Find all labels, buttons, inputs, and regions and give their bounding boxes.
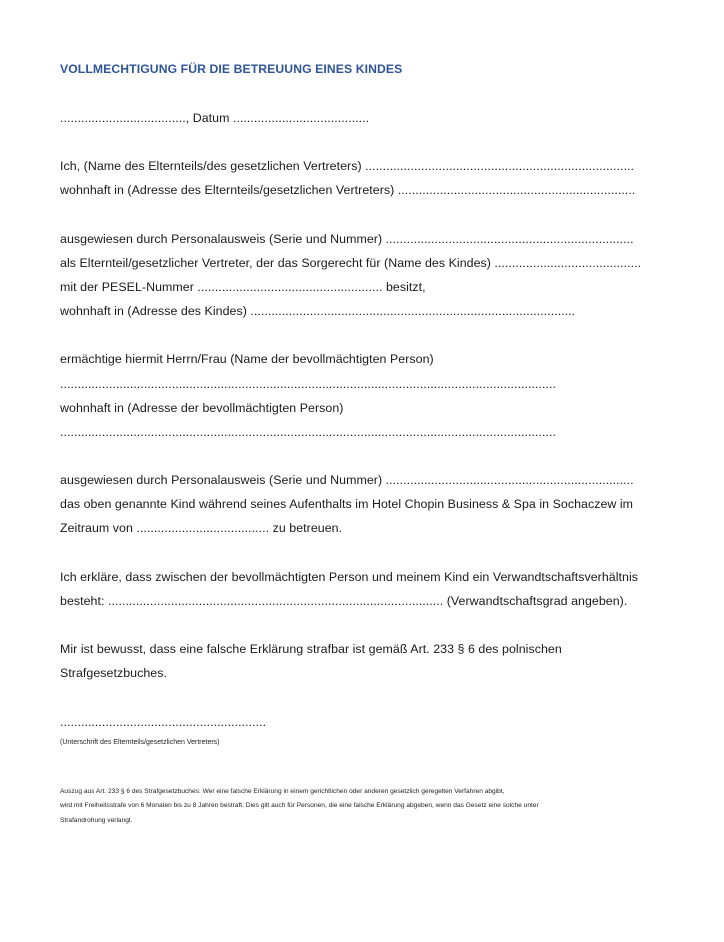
child-name-line: als Elternteil/gesetzlicher Vertreter, der das Sorgerecht für (Name des Kindes) .......................................... — [60, 256, 642, 270]
parent-id-line: ausgewiesen durch Personalausweis (Serie und Nummer) ....................................................................... — [60, 232, 634, 246]
authorized-address-dotted-line: .............................................................................................................................................. — [60, 425, 556, 439]
signature-caption: (Unterschrift des Elternteils/gesetzlichen Vertreters) — [60, 739, 220, 746]
footnote-line-2: wird mit Freiheitsstrafe von 6 Monaten bis zu 8 Jahren bestraft. Dies gilt auch für Personen, die eine falsche Erklärung abgeben, wenn das Gesetz eine solche unter — [60, 802, 539, 809]
period-line: Zeitraum von ...................................... zu betreuen. — [60, 521, 343, 535]
footnote-line-3: Strafandrohung verlangt. — [60, 817, 133, 824]
pesel-line: mit der PESEL-Nummer ..................................................... besitzt, — [60, 280, 426, 294]
parent-name-line: Ich, (Name des Elternteils/des gesetzlichen Vertreters) ............................................................................. — [60, 159, 635, 173]
relationship-statement-line: Ich erkläre, dass zwischen der bevollmächtigten Person und meinem Kind ein Verwandtschaftsverhältnis — [60, 570, 639, 584]
authorized-id-line: ausgewiesen durch Personalausweis (Serie und Nummer) ....................................................................... — [60, 473, 634, 487]
relationship-degree-line: besteht: ................................................................................................ (Verwandtschaftsgrad angeben). — [60, 594, 628, 608]
footnote-line-1: Auszug aus Art. 233 § 6 des Strafgesetzbuches: Wer eine falsche Erklärung in einem gerichtlichen oder anderen gesetzlich geregelten Verfahren abgibt, — [60, 788, 505, 795]
authorized-person-label: ermächtige hiermit Herrn/Frau (Name der bevollmächtigten Person) — [60, 352, 434, 366]
authorized-person-dotted-line: .............................................................................................................................................. — [60, 377, 556, 391]
place-date-line: ...................................., Datum ....................................... — [60, 111, 370, 125]
child-address-line: wohnhaft in (Adresse des Kindes) ............................................................................................. — [60, 304, 576, 318]
parent-address-line: wohnhaft in (Adresse des Elternteils/gesetzlichen Vertreters) .................................................................... — [60, 183, 636, 197]
signature-dotted-line: ........................................................... — [60, 715, 267, 729]
legal-awareness-line-2: Strafgesetzbuches. — [60, 666, 167, 680]
authorized-address-label: wohnhaft in (Adresse der bevollmächtigten Person) — [60, 401, 344, 415]
document-title: VOLLMECHTIGUNG FÜR DIE BETREUUNG EINES KINDES — [60, 62, 403, 76]
hotel-stay-line: das oben genannte Kind während seines Aufenthalts im Hotel Chopin Business & Spa in Sochaczew im — [60, 497, 634, 511]
legal-awareness-line: Mir ist bewusst, dass eine falsche Erklärung strafbar ist gemäß Art. 233 § 6 des polnischen — [60, 642, 562, 656]
